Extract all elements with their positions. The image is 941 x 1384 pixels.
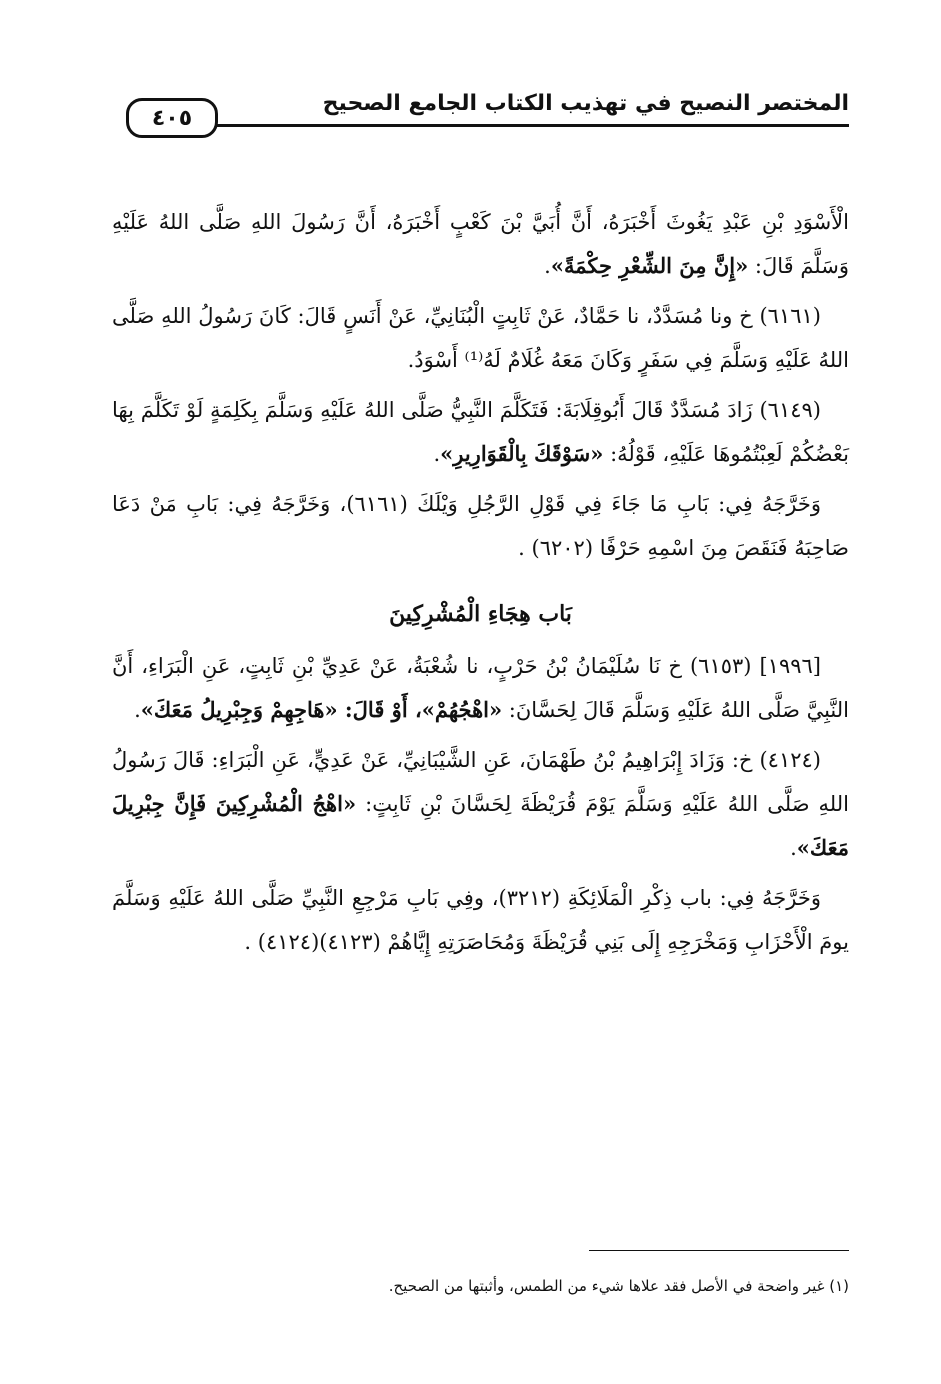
paragraph-text: الْأَسْوَدِ بْنِ عَبْدِ يَغُوثَ أَخْبَرَهُ، أَنَّ أُبَيَّ بْنَ كَعْبٍ أَخْبَرَهُ، أَنَّ رَسُولَ اللهِ صَلَّى اللهُ عَلَيْهِ وَسَلَّمَ قَالَ: <box>112 210 849 278</box>
paragraph-text: (٦١٤٩) زَادَ مُسَدَّدٌ قَالَ أَبُوقِلَابَةَ: فَتَكَلَّمَ النَّبِيُّ صَلَّى اللهُ عَلَيْهِ وَسَلَّمَ بِكَلِمَةٍ لَوْ تَكَلَّمَ بِهَا بَعْضُكُمْ لَعِبْتُمُوهَا عَلَيْهِ، قَوْلُهُ: <box>112 398 849 466</box>
chapter-heading: بَاب هِجَاءِ الْمُشْرِكِينَ <box>389 601 572 627</box>
book-title: المختصر النصيح في تهذيب الكتاب الجامع الصحيح <box>322 91 849 116</box>
paragraph-7 <box>112 876 849 964</box>
page-number: ٤٠٥ <box>126 98 218 138</box>
paragraph-text: (٦١٦١) خ ونا مُسَدَّدٌ، نا حَمَّادٌ، عَنْ ثَابِتٍ الْبُنَانِيِّ، عَنْ أَنَسٍ قَالَ: كَانَ رَسُولُ اللهِ صَلَّى اللهُ عَلَيْهِ وَسَلَّمَ فِي سَفَرٍ وَكَانَ مَعَهُ غُلَامٌ لَهُ⁽¹⁾ أَسْوَدُ. <box>112 304 849 372</box>
header-rule <box>216 124 849 127</box>
paragraph-tail: . <box>433 442 441 466</box>
page-header <box>120 84 849 152</box>
paragraph-text: [١٩٩٦] (٦١٥٣) خ نَا سُلَيْمَانُ بْنُ حَرْبٍ، نا شُعْبَةُ، عَنْ عَدِيِّ بْنِ ثَابِتٍ، عَنِ الْبَرَاءِ، أَنَّ النَّبِيَّ صَلَّى اللهُ عَلَيْهِ وَسَلَّمَ قَالَ لِحَسَّانَ: <box>112 654 849 722</box>
footnote: (١) غير واضحة في الأصل فقد علاها شيء من الطمس، وأثبتها من الصحيح. <box>388 1277 849 1295</box>
paragraph-3 <box>112 388 849 476</box>
paragraph-4 <box>112 482 849 570</box>
hadith-quote: «اهْجُهُمْ»، أَوْ قَالَ: «هَاجِهِمْ وَجِبْرِيلُ مَعَكَ» <box>140 697 503 722</box>
paragraph-tail: . <box>134 698 141 722</box>
hadith-quote: «سَوْقَكَ بِالْقَوَارِيرِ» <box>440 441 604 466</box>
paragraph-2 <box>112 294 849 382</box>
paragraph-6 <box>112 738 849 870</box>
main-text <box>112 200 849 970</box>
paragraph-text: وَخَرَّجَهُ فِي: باب ذِكْرِ الْمَلَائِكَةِ (٣٢١٢)، وفِي بَابِ مَرْجِعِ النَّبِيِّ صَلَّى اللهُ عَلَيْهِ وَسَلَّمَ يومَ الْأَحْزَابِ وَمَخْرَجِهِ إِلَى بَنِي قُرَيْظَةَ وَمُحَاصَرَتِهِ إِيَّاهُمْ (٤١٢٣)(٤١٢٤) . <box>112 886 849 954</box>
paragraph-1 <box>112 200 849 288</box>
paragraph-tail: . <box>544 254 551 278</box>
paragraph-tail: . <box>790 836 797 860</box>
footnote-rule <box>589 1250 849 1251</box>
paragraph-text: وَخَرَّجَهُ فِي: بَابِ مَا جَاءَ فِي قَوْلِ الرَّجُلِ وَيْلَكَ (٦١٦١)، وَخَرَّجَهُ فِي: بَابِ مَنْ دَعَا صَاحِبَهُ فَنَقَصَ مِنَ اسْمِهِ حَرْفًا (٦٢٠٢) . <box>112 492 849 560</box>
paragraph-text: (٤١٢٤) خ: وَزَادَ إِبْرَاهِيمُ بْنُ طَهْمَانَ، عَنِ الشَّيْبَانِيِّ، عَنْ عَدِيٍّ، عَنِ الْبَرَاءِ: قَالَ رَسُولُ اللهِ صَلَّى اللهُ عَلَيْهِ وَسَلَّمَ يَوْمَ قُرَيْظَةَ لِحَسَّانَ بْنِ ثَابِتٍ: <box>112 748 849 816</box>
hadith-quote: «إِنَّ مِنَ الشِّعْرِ حِكْمَةً» <box>550 253 749 278</box>
paragraph-5 <box>112 644 849 732</box>
hadith-quote: «اهْجُ الْمُشْرِكِينَ فَإِنَّ جِبْرِيلَ مَعَكَ» <box>112 791 849 860</box>
